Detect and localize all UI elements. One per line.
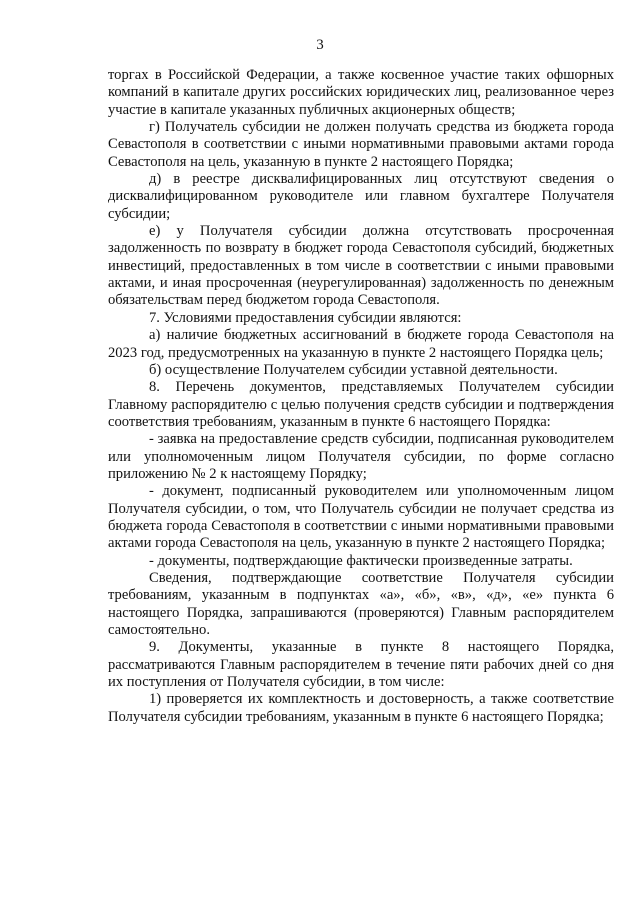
paragraph-document-statement: - документ, подписанный руководителем или уполномоченным лицом Получателя субсидии, о том, что Получатель субсидии не получает средства из бюджета города Севастополя в соответствии с иными нормативными правовыми актами города Севастополя на цель, указанную в пункте 2 настоящего Порядка;	[108, 483, 614, 552]
paragraph-clause-8: 8. Перечень документов, представляемых Получателем субсидии Главному распорядителю с целью получения средств субсидии и подтверждения соответствия требованиям, указанным в пункте 6 настоящего Порядка:	[108, 379, 614, 430]
paragraph-clause-9-item-1: 1) проверяется их комплектность и достоверность, а также соответствие Получателя субсидии требованиям, указанным в пункте 6 настоящего Порядка;	[108, 691, 614, 725]
paragraph-condition-a: а) наличие бюджетных ассигнований в бюджете города Севастополя на 2023 год, предусмотренных на указанную в пункте 2 настоящего Порядка цель;	[108, 327, 614, 361]
paragraph-clause-7-heading: 7. Условиями предоставления субсидии являются:	[149, 309, 462, 326]
paragraph-document-expenses: - документы, подтверждающие фактически произведенные затраты.	[149, 552, 573, 569]
paragraph-condition-b: б) осуществление Получателем субсидии уставной деятельности.	[149, 361, 558, 378]
document-body	[108, 67, 614, 726]
paragraph-offshore-participation: торгах в Российской Федерации, а также косвенное участие таких офшорных компаний в капитале других российских юридических лиц, реализованное через участие в капитале указанных публичных акционерных обществ;	[108, 67, 614, 118]
paragraph-requirement-g: г) Получатель субсидии не должен получать средства из бюджета города Севастополя в соответствии с иными нормативными правовыми актами города Севастополя на цель, указанную в пункте 2 настоящего Порядка;	[108, 119, 614, 170]
paragraph-information-request: Сведения, подтверждающие соответствие Получателя субсидии требованиям, указанным в подпунктах «а», «б», «в», «д», «е» пункта 6 настоящего Порядка, запрашиваются (проверяются) Главным распорядителем самостоятельно.	[108, 569, 614, 638]
paragraph-requirement-e: е) у Получателя субсидии должна отсутствовать просроченная задолженность по возврату в бюджет города Севастополя субсидий, бюджетных инвестиций, предоставленных в том числе в соответствии с иными правовыми актами, и иная просроченная (неурегулированная) задолженность по денежным обязательствам перед бюджетом города Севастополя.	[108, 223, 614, 309]
paragraph-document-application: - заявка на предоставление средств субсидии, подписанная руководителем или уполномоченным лицом Получателя субсидии, по форме согласно приложению № 2 к настоящему Порядку;	[108, 431, 614, 482]
paragraph-requirement-d: д) в реестре дисквалифицированных лиц отсутствуют сведения о дисквалифицированном руководителе или главном бухгалтере Получателя субсидии;	[108, 171, 614, 222]
page-number: 3	[316, 37, 324, 53]
paragraph-clause-9: 9. Документы, указанные в пункте 8 настоящего Порядка, рассматриваются Главным распорядителем в течение пяти рабочих дней со дня их поступления от Получателя субсидии, в том числе:	[108, 639, 614, 691]
